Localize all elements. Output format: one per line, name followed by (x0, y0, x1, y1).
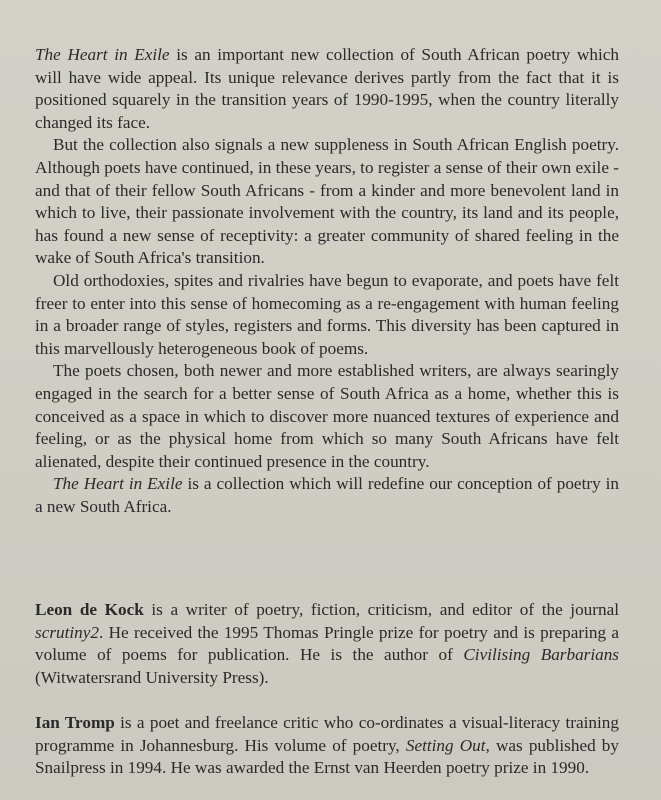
blurb-text (35, 44, 619, 518)
bio-ian-tromp: Ian Tromp is a poet and freelance critic who co-ordinates a visual-literacy training programme in Johannesburg. His volume of poetry, Setting Out, was published by Snailpress in 1994. He was awarded the Ernst van Heerden poetry prize in 1990. (35, 713, 619, 778)
blurb-paragraph-5: The Heart in Exile is a collection which will redefine our conception of poetry in a new South Africa. (35, 474, 619, 516)
author-name: Leon de Kock (35, 600, 144, 619)
bio-leon-de-kock: Leon de Kock is a writer of poetry, fiction, criticism, and editor of the journal scrutiny2. He received the 1995 Thomas Pringle prize for poetry and is preparing a volume of poems for publication. He is the author of Civilising Barbarians (Witwatersrand University Press). (35, 600, 620, 687)
book-title: The Heart in Exile (53, 474, 183, 494)
book-title: The Heart in Exile (35, 45, 170, 64)
author-name: Ian Tromp (35, 713, 115, 732)
blurb-paragraph-2: But the collection also signals a new suppleness in South African English poetry. Although poets have continued, in these years, to register a sense of their own exile - and that of their fellow South Africans - from a kinder and more benevolent land in which to live, their passionate involvement with the country, its land and its people, has found a new sense of receptivity: a greater community of shared feeling in the wake of South Africa's transition. (35, 135, 619, 268)
blurb-paragraph-3: Old orthodoxies, spites and rivalries have begun to evaporate, and poets have felt freer to enter into this sense of homecoming as a re-engagement with human feeling in a broader range of styles, registers and forms. This diversity has been captured in this marvellously heterogeneous book of poems. (35, 270, 619, 358)
blurb-paragraph-4: The poets chosen, both newer and more established writers, are always searingly engaged in the search for a better sense of South Africa as a home, whether this is conceived as a space in which to discover more nuanced textures of experience and feeling, or as the physical home from which so many South Africans have felt alienated, despite their continued presence in the country. (35, 361, 619, 471)
journal-title: scrutiny2 (35, 622, 99, 642)
blurb-paragraph-1: The Heart in Exile is an important new collection of South African poetry which will have wide appeal. Its unique relevance derives partly from the fact that it is positioned squarely in the transition years of 1990-1995, when the country literally changed its face. (35, 45, 619, 132)
book-title: Setting Out, (405, 735, 490, 755)
book-title: Civilising Barbarians (463, 645, 620, 665)
